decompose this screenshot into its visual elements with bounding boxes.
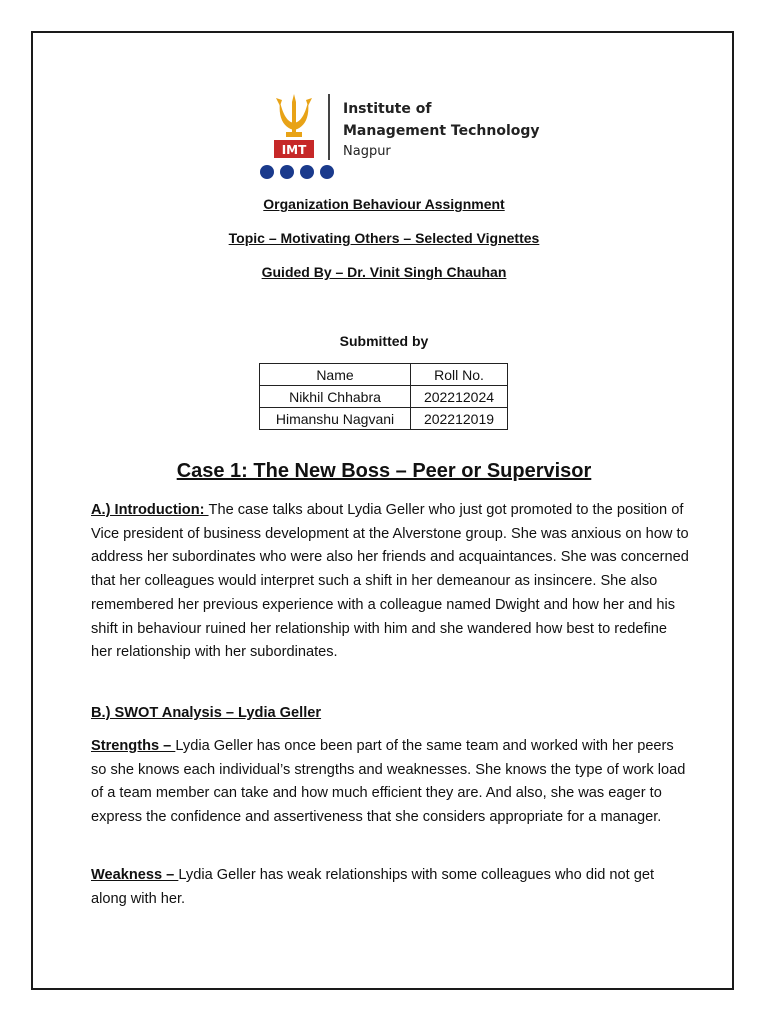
case-title: Case 1: The New Boss – Peer or Supervisor <box>176 460 592 482</box>
swot-heading <box>91 702 691 726</box>
submitted-by-label: Submitted by <box>339 333 429 349</box>
roll-number: 202212024 <box>411 386 508 408</box>
logo-line-1: Institute of <box>343 101 432 117</box>
logo-divider <box>328 94 330 160</box>
trident-logo-icon <box>272 92 316 162</box>
table-header-row <box>260 364 508 386</box>
assignment-title: Organization Behaviour Assignment <box>263 196 505 212</box>
introduction-label: A.) Introduction: <box>91 502 209 518</box>
weakness-label: Weakness – <box>91 867 179 883</box>
strengths-text: Lydia Geller has once been part of the same team and worked with her peers so she knows each individual’s strengths and weaknesses. She knows the type of work load of a team member can take and how much efficient they are. And also, she was eager to express the confidence and assertiveness that she considers appropriate for a manager. <box>91 738 686 826</box>
assignment-guide: Guided By – Dr. Vinit Singh Chauhan <box>261 264 507 280</box>
table-row <box>260 386 508 408</box>
logo-dot <box>280 165 294 179</box>
assignment-topic: Topic – Motivating Others – Selected Vignettes <box>228 230 540 246</box>
logo-line-3: Nagpur <box>343 144 391 159</box>
logo-dot <box>320 165 334 179</box>
weakness-paragraph <box>91 864 691 911</box>
logo-line-2: Management Technology <box>343 123 540 139</box>
strengths-label: Strengths – <box>91 738 176 754</box>
logo-abbr: IMT <box>281 143 307 157</box>
table-row <box>260 408 508 430</box>
submission-table <box>259 363 508 430</box>
column-header-name: Name <box>260 364 411 386</box>
introduction-paragraph <box>91 499 691 665</box>
logo-dot <box>300 165 314 179</box>
roll-number: 202212019 <box>411 408 508 430</box>
strengths-paragraph <box>91 735 691 830</box>
introduction-text: The case talks about Lydia Geller who just got promoted to the position of Vice president of business development at the Alverstone group. She was anxious on how to address her subordinates who were also her friends and acquaintances. She was concerned that her colleagues would interpret such a shift in her demeanour as insincere. She also remembered her previous experience with a colleague named Dwight and how her and his shift in behaviour ruined her relationship with him and she wandered how best to redefine her relationship with her subordinates. <box>91 502 689 661</box>
imt-logo <box>258 92 538 184</box>
student-name: Nikhil Chhabra <box>260 386 411 408</box>
logo-dots <box>260 165 334 179</box>
swot-heading-text: B.) SWOT Analysis – Lydia Geller <box>91 705 322 721</box>
column-header-roll: Roll No. <box>411 364 508 386</box>
student-name: Himanshu Nagvani <box>260 408 411 430</box>
logo-dot <box>260 165 274 179</box>
weakness-text: Lydia Geller has weak relationships with some colleagues who did not get along with her. <box>91 867 655 907</box>
